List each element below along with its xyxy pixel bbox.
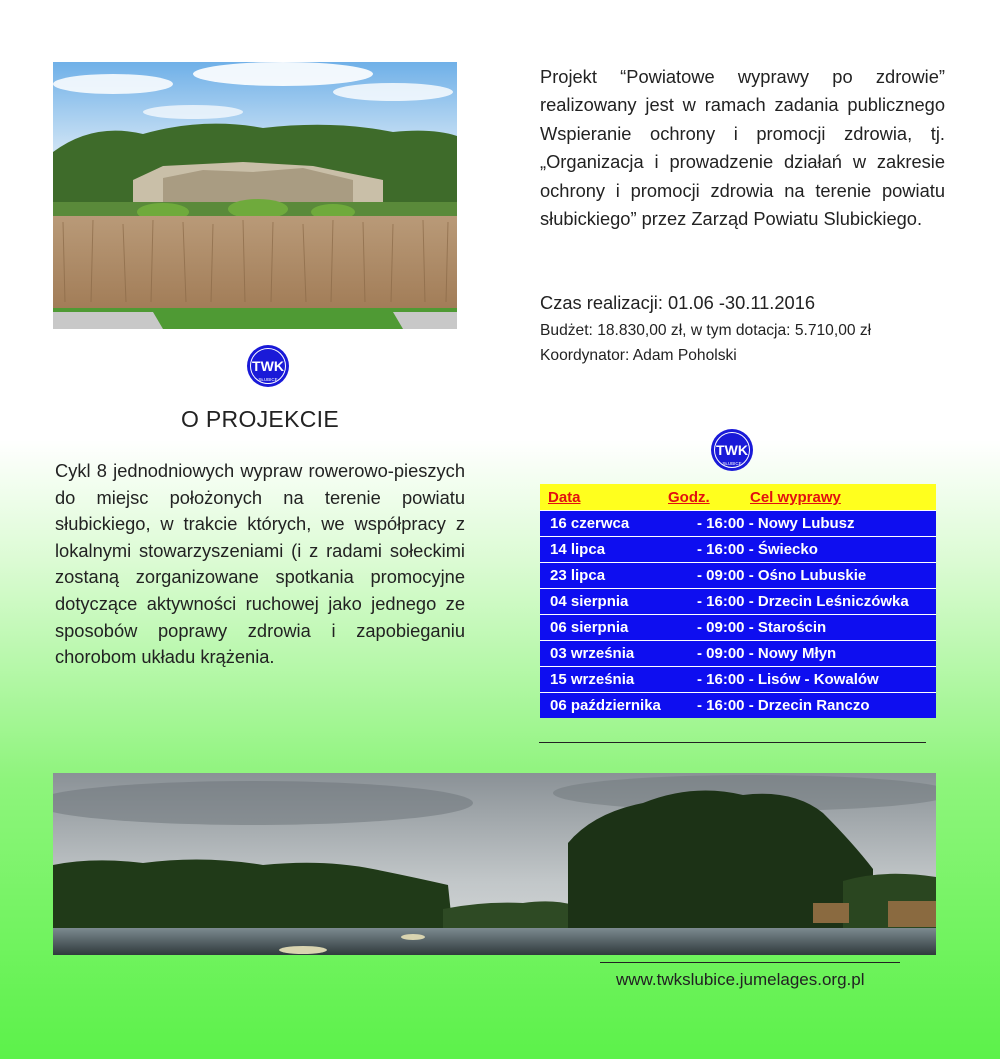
- coordinator: Koordynator: Adam Poholski: [540, 347, 737, 364]
- row-time-destination: - 16:00 - Drzecin Leśniczówka: [697, 593, 909, 610]
- realization-period: Czas realizacji: 01.06 -30.11.2016: [540, 292, 816, 313]
- row-time-destination: - 16:00 - Lisów - Kowalów: [697, 671, 879, 688]
- logo-subtext: SŁUBICE: [258, 377, 278, 382]
- row-date: 16 czerwca: [550, 515, 630, 532]
- table-row: [540, 614, 936, 640]
- row-time-destination: - 09:00 - Starościn: [697, 619, 827, 636]
- landscape-photo-reeds: [53, 62, 457, 329]
- divider: [600, 962, 900, 963]
- row-date: 04 sierpnia: [550, 593, 629, 610]
- twk-logo: [246, 344, 290, 388]
- about-heading: O PROJEKCIE: [181, 406, 339, 432]
- logo-text: TWK: [716, 442, 748, 458]
- lake-panorama-photo: [53, 773, 936, 955]
- schedule-table: [540, 484, 936, 718]
- row-date: 03 września: [550, 645, 635, 662]
- table-row: [540, 536, 936, 562]
- row-time-destination: - 16:00 - Drzecin Ranczo: [697, 697, 870, 714]
- table-row: [540, 692, 936, 718]
- about-text: Cykl 8 jednodniowych wypraw rowerowo-pieszych do miejsc położonych na terenie powiatu słubickiego, w trakcie których, we współpracy z lokalnymi stowarzyszeniami (i z radami sołeckimi zostaną zorganizowane spotkania promocyjne dotyczące aktywności ruchowej jako jednego ze sposobów poprawy zdrowia i zapobieganiu chorobom układu krążenia.: [55, 460, 465, 668]
- table-row: [540, 640, 936, 666]
- header-time: Godz.: [668, 489, 710, 506]
- header-goal: Cel wyprawy: [750, 489, 841, 506]
- budget: Budżet: 18.830,00 zł, w tym dotacja: 5.710,00 zł: [540, 322, 872, 339]
- table-row: [540, 510, 936, 536]
- table-row: [540, 562, 936, 588]
- row-date: 14 lipca: [550, 541, 606, 558]
- twk-logo: [710, 428, 754, 472]
- table-row: [540, 588, 936, 614]
- row-date: 06 sierpnia: [550, 619, 629, 636]
- row-time-destination: - 16:00 - Nowy Lubusz: [697, 515, 855, 532]
- intro-text: Projekt “Powiatowe wyprawy po zdrowie” realizowany jest w ramach zadania publicznego Wspieranie ochrony i promocji zdrowia, tj. „Organizacja i prowadzenie działań w zakresie ochrony i promocji zdrowia na terenie powiatu słubickiego” przez Zarząd Powiatu Slubickiego.: [540, 66, 945, 230]
- row-time-destination: - 09:00 - Ośno Lubuskie: [697, 567, 867, 584]
- logo-text: TWK: [252, 358, 284, 374]
- table-row: [540, 666, 936, 692]
- schedule-header: [540, 484, 936, 510]
- header-date: Data: [548, 489, 581, 506]
- website-url: www.twkslubice.jumelages.org.pl: [616, 970, 865, 989]
- row-date: 15 września: [550, 671, 635, 688]
- row-time-destination: - 16:00 - Świecko: [697, 541, 818, 558]
- row-time-destination: - 09:00 - Nowy Młyn: [697, 645, 837, 662]
- row-date: 06 października: [550, 697, 661, 714]
- logo-subtext: SŁUBICE: [722, 461, 742, 466]
- row-date: 23 lipca: [550, 567, 606, 584]
- divider: [539, 742, 926, 743]
